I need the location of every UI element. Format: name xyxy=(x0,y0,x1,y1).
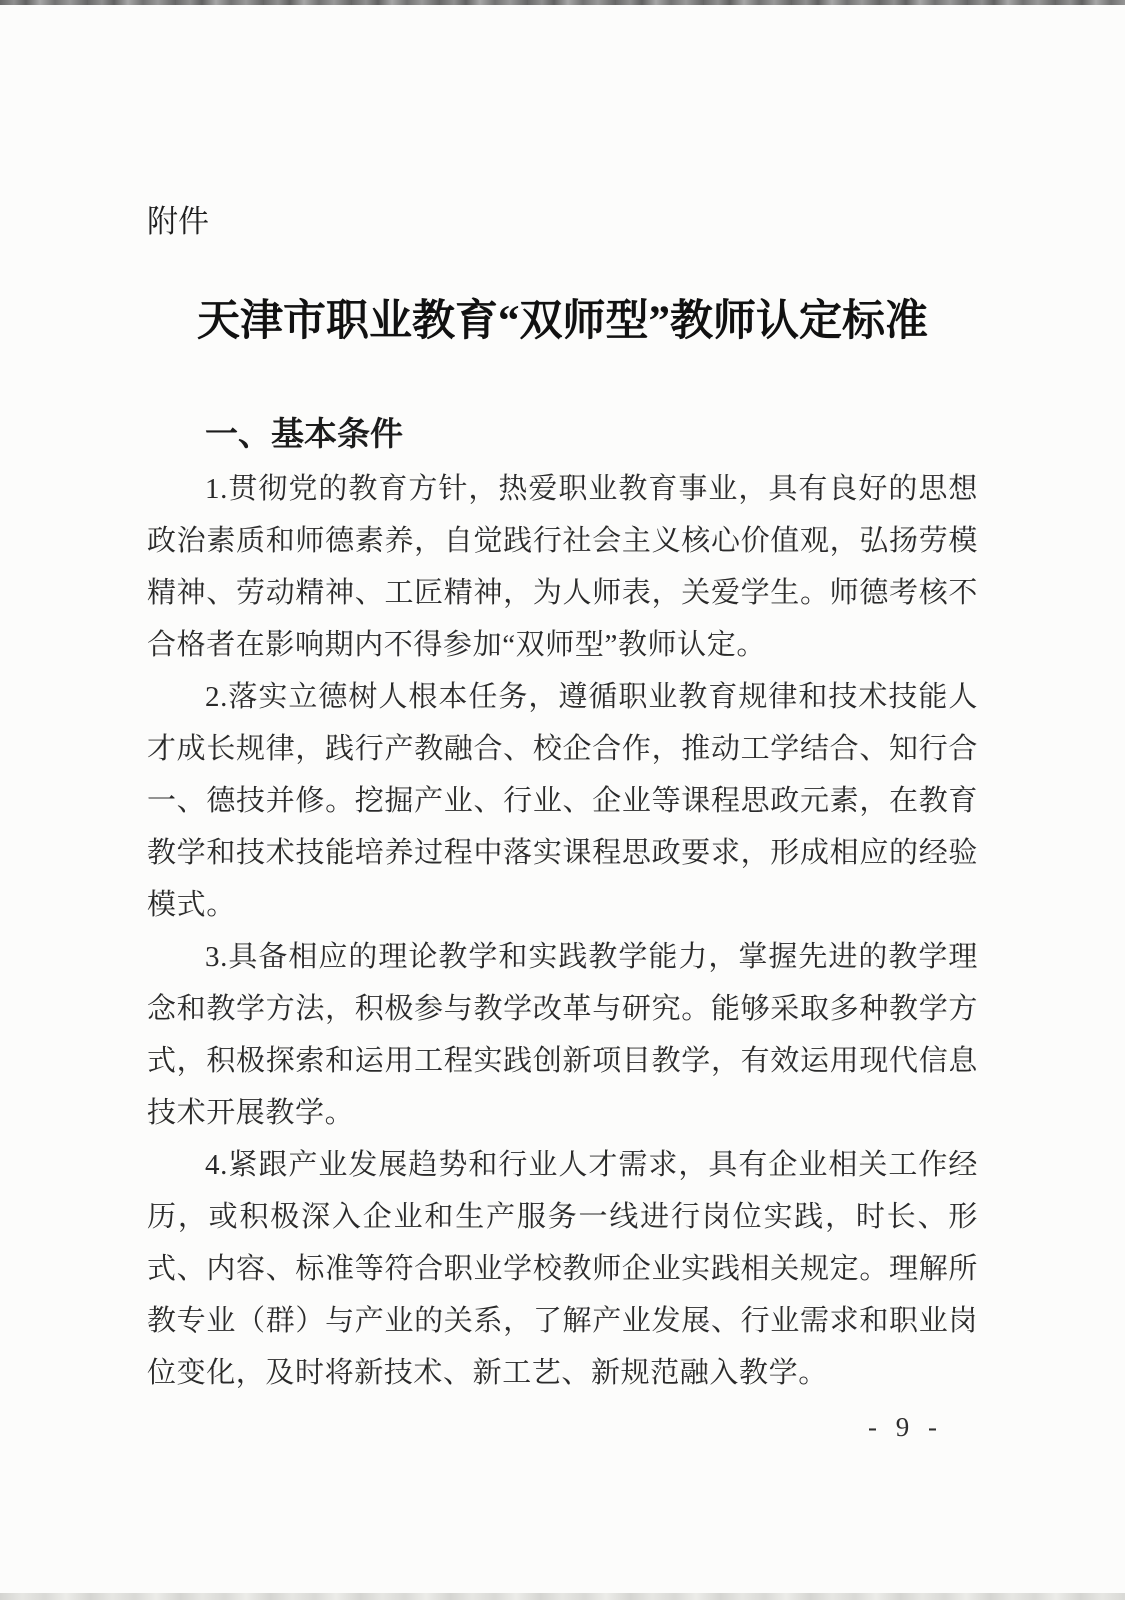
document-title: 天津市职业教育“双师型”教师认定标准 xyxy=(197,298,928,345)
document-content xyxy=(147,0,978,1399)
attachment-label: 附件 xyxy=(147,204,209,239)
scan-artifact-bottom xyxy=(0,1593,1125,1600)
paragraph-2: 2.落实立德树人根本任务，遵循职业教育规律和技术技能人才成长规律，践行产教融合、校企合作，推动工学结合、知行合一、德技并修。挖掘产业、行业、企业等课程思政元素，在教育教学和技术技能培养过程中落实课程思政要求，形成相应的经验模式。 xyxy=(147,681,978,921)
section-heading-basic-conditions: 一、基本条件 xyxy=(205,415,403,452)
paragraph-3: 3.具备相应的理论教学和实践教学能力，掌握先进的教学理念和教学方法，积极参与教学改革与研究。能够采取多种教学方式，积极探索和运用工程实践创新项目教学，有效运用现代信息技术开展教学。 xyxy=(147,941,978,1129)
paragraph-4: 4.紧跟产业发展趋势和行业人才需求，具有企业相关工作经历，或积极深入企业和生产服务一线进行岗位实践，时长、形式、内容、标准等符合职业学校教师企业实践相关规定。理解所教专业（群）与产业的关系，了解产业发展、行业需求和职业岗位变化，及时将新技术、新工艺、新规范融入教学。 xyxy=(147,1149,978,1389)
paragraph-1: 1.贯彻党的教育方针，热爱职业教育事业，具有良好的思想政治素质和师德素养，自觉践行社会主义核心价值观，弘扬劳模精神、劳动精神、工匠精神，为人师表，关爱学生。师德考核不合格者在影响期内不得参加“双师型”教师认定。 xyxy=(147,473,978,661)
page-number: - 9 - xyxy=(868,1412,943,1442)
